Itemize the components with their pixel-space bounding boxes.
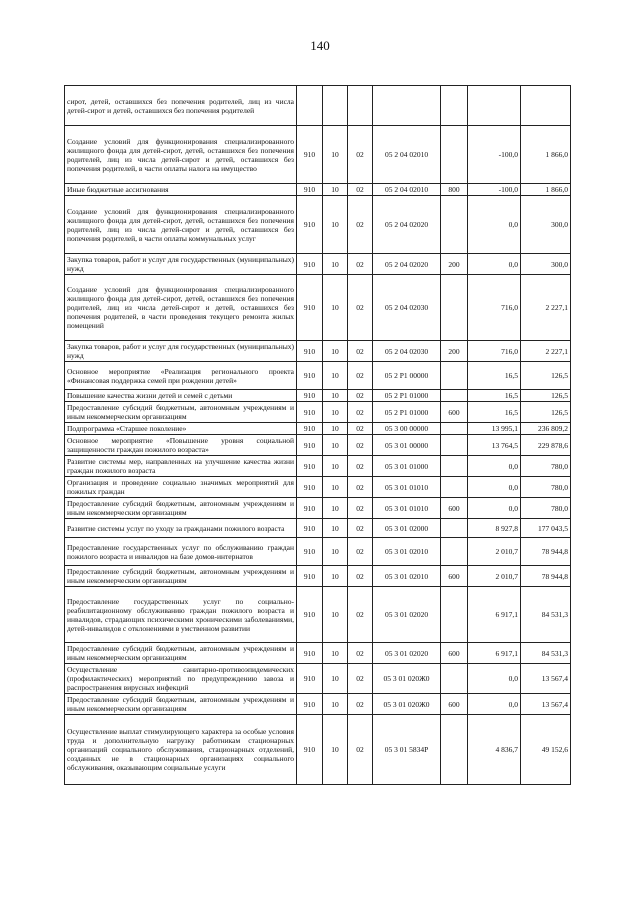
section-code-cell: 10 <box>323 664 348 694</box>
section-code-cell: 10 <box>323 362 348 390</box>
amount-total-cell: 300,0 <box>521 254 571 275</box>
table-row <box>65 538 571 566</box>
amount-change-cell: 716,0 <box>468 341 521 362</box>
row-name-cell: Организация и проведение социально значимых мероприятий для пожилых граждан <box>65 477 297 498</box>
target-article-cell: 05 2 04 02030 <box>373 275 441 341</box>
table-row <box>65 435 571 456</box>
amount-change-cell: 13 764,5 <box>468 435 521 456</box>
row-name-cell: Осуществление санитарно-противоэпидемических (профилактических) мероприятий по предупреждению завоза и распространения вирусных инфекций <box>65 664 297 694</box>
amount-total-cell <box>521 86 571 126</box>
amount-change-cell: 0,0 <box>468 456 521 477</box>
table-row <box>65 341 571 362</box>
row-name-cell: Предоставление субсидий бюджетным, автономным учреждениям и иным некоммерческим организациям <box>65 643 297 664</box>
target-article-cell: 05 3 00 00000 <box>373 423 441 435</box>
table-row <box>65 390 571 402</box>
table-row <box>65 196 571 254</box>
expense-type-cell <box>441 715 468 785</box>
row-name-cell: Осуществление выплат стимулирующего характера за особые условия труда и дополнительную нагрузку работникам стационарных организаций социального обслуживания, стационарных отделений, созданных не в стационарных организациях социального обслуживания, оказывающим социальные услуги <box>65 715 297 785</box>
amount-total-cell: 300,0 <box>521 196 571 254</box>
amount-change-cell: 0,0 <box>468 498 521 519</box>
subsection-code-cell: 02 <box>348 402 373 423</box>
expense-type-cell: 600 <box>441 566 468 587</box>
section-code-cell: 10 <box>323 643 348 664</box>
subsection-code-cell: 02 <box>348 694 373 715</box>
amount-total-cell: 177 043,5 <box>521 519 571 538</box>
row-name-cell: Подпрограмма «Старшее поколение» <box>65 423 297 435</box>
expense-type-cell: 600 <box>441 694 468 715</box>
subsection-code-cell: 02 <box>348 390 373 402</box>
row-name-cell: Развитие системы услуг по уходу за гражданами пожилого возраста <box>65 519 297 538</box>
subsection-code-cell: 02 <box>348 456 373 477</box>
admin-code-cell: 910 <box>297 643 323 664</box>
admin-code-cell: 910 <box>297 664 323 694</box>
table-row <box>65 362 571 390</box>
target-article-cell: 05 2 04 02020 <box>373 196 441 254</box>
admin-code-cell: 910 <box>297 456 323 477</box>
expense-type-cell <box>441 477 468 498</box>
subsection-code-cell: 02 <box>348 477 373 498</box>
target-article-cell <box>373 86 441 126</box>
expense-type-cell: 800 <box>441 184 468 196</box>
admin-code-cell: 910 <box>297 435 323 456</box>
row-name-cell: Предоставление государственных услуг по социально-реабилитационному обслуживанию граждан пожилого возраста и инвалидов, страдающих психическими хроническими заболеваниями, детей-инвалидов с отклонениями в умственном развитии <box>65 587 297 643</box>
expense-type-cell: 600 <box>441 643 468 664</box>
admin-code-cell: 910 <box>297 275 323 341</box>
table-row <box>65 519 571 538</box>
admin-code-cell: 910 <box>297 715 323 785</box>
target-article-cell: 05 3 01 02020 <box>373 643 441 664</box>
target-article-cell: 05 2 04 02010 <box>373 184 441 196</box>
row-name-cell: Основное мероприятие «Реализация регионального проекта «Финансовая поддержка семей при рождении детей» <box>65 362 297 390</box>
amount-total-cell: 780,0 <box>521 456 571 477</box>
expense-type-cell <box>441 275 468 341</box>
target-article-cell: 05 2 04 02030 <box>373 341 441 362</box>
subsection-code-cell: 02 <box>348 435 373 456</box>
subsection-code-cell: 02 <box>348 341 373 362</box>
amount-change-cell: 0,0 <box>468 664 521 694</box>
expense-type-cell: 200 <box>441 254 468 275</box>
section-code-cell: 10 <box>323 435 348 456</box>
table-row <box>65 498 571 519</box>
table-row <box>65 715 571 785</box>
expense-type-cell <box>441 519 468 538</box>
row-name-cell: Предоставление государственных услуг по обслуживанию граждан пожилого возраста и инвалидов на базе домов-интернатов <box>65 538 297 566</box>
row-name-cell: Основное мероприятие «Повышение уровня социальной защищенности граждан пожилого возраста» <box>65 435 297 456</box>
expense-type-cell <box>441 196 468 254</box>
admin-code-cell: 910 <box>297 587 323 643</box>
row-name-cell: Развитие системы мер, направленных на улучшение качества жизни граждан пожилого возраста <box>65 456 297 477</box>
table-row <box>65 587 571 643</box>
target-article-cell: 05 2 P1 01000 <box>373 390 441 402</box>
target-article-cell: 05 3 01 5834P <box>373 715 441 785</box>
subsection-code-cell: 02 <box>348 184 373 196</box>
subsection-code-cell: 02 <box>348 196 373 254</box>
admin-code-cell: 910 <box>297 477 323 498</box>
admin-code-cell: 910 <box>297 341 323 362</box>
admin-code-cell: 910 <box>297 694 323 715</box>
target-article-cell: 05 3 01 02010 <box>373 566 441 587</box>
admin-code-cell: 910 <box>297 126 323 184</box>
amount-change-cell: 6 917,1 <box>468 587 521 643</box>
table-row <box>65 402 571 423</box>
table-row <box>65 86 571 126</box>
expense-type-cell: 600 <box>441 498 468 519</box>
table-row <box>65 664 571 694</box>
amount-total-cell: 2 227,1 <box>521 275 571 341</box>
admin-code-cell: 910 <box>297 402 323 423</box>
admin-code-cell <box>297 86 323 126</box>
amount-total-cell: 2 227,1 <box>521 341 571 362</box>
admin-code-cell: 910 <box>297 196 323 254</box>
table-row <box>65 643 571 664</box>
section-code-cell <box>323 86 348 126</box>
amount-change-cell: 16,5 <box>468 402 521 423</box>
expense-type-cell <box>441 435 468 456</box>
section-code-cell: 10 <box>323 566 348 587</box>
amount-change-cell: -100,0 <box>468 184 521 196</box>
row-name-cell: Повышение качества жизни детей и семей с детьми <box>65 390 297 402</box>
amount-change-cell: 16,5 <box>468 390 521 402</box>
target-article-cell: 05 3 01 020Ж0 <box>373 664 441 694</box>
table-row <box>65 126 571 184</box>
expense-type-cell <box>441 538 468 566</box>
table-row <box>65 477 571 498</box>
target-article-cell: 05 3 01 00000 <box>373 435 441 456</box>
amount-change-cell: 0,0 <box>468 196 521 254</box>
amount-total-cell: 1 866,0 <box>521 126 571 184</box>
table-row <box>65 184 571 196</box>
target-article-cell: 05 2 P1 00000 <box>373 362 441 390</box>
target-article-cell: 05 2 04 02010 <box>373 126 441 184</box>
amount-change-cell: 0,0 <box>468 254 521 275</box>
row-name-cell: Закупка товаров, работ и услуг для государственных (муниципальных) нужд <box>65 254 297 275</box>
amount-change-cell: 16,5 <box>468 362 521 390</box>
table-row <box>65 456 571 477</box>
target-article-cell: 05 3 01 020Ж0 <box>373 694 441 715</box>
section-code-cell: 10 <box>323 341 348 362</box>
amount-change-cell: 716,0 <box>468 275 521 341</box>
target-article-cell: 05 3 01 02000 <box>373 519 441 538</box>
target-article-cell: 05 3 01 02010 <box>373 538 441 566</box>
row-name-cell: Создание условий для функционирования специализированного жилищного фонда для детей-сирот, детей, оставшихся без попечения родителей, лиц из числа детей-сирот и детей, оставшихся без попечения родителей, в части оплаты коммунальных услуг <box>65 196 297 254</box>
budget-table <box>64 85 571 785</box>
section-code-cell: 10 <box>323 402 348 423</box>
amount-total-cell: 126,5 <box>521 402 571 423</box>
section-code-cell: 10 <box>323 184 348 196</box>
target-article-cell: 05 3 01 01000 <box>373 456 441 477</box>
amount-total-cell: 126,5 <box>521 390 571 402</box>
amount-change-cell: 13 995,1 <box>468 423 521 435</box>
subsection-code-cell: 02 <box>348 362 373 390</box>
row-name-cell: Создание условий для функционирования специализированного жилищного фонда для детей-сирот, детей, оставшихся без попечения родителей, лиц из числа детей-сирот и детей, оставшихся без попечения родителей, в части проведения текущего ремонта жилых помещений <box>65 275 297 341</box>
expense-type-cell <box>441 126 468 184</box>
target-article-cell: 05 3 01 02020 <box>373 587 441 643</box>
amount-change-cell: 6 917,1 <box>468 643 521 664</box>
table-row <box>65 694 571 715</box>
row-name-cell: Предоставление субсидий бюджетным, автономным учреждениям и иным некоммерческим организациям <box>65 694 297 715</box>
table-row <box>65 254 571 275</box>
row-name-cell: Иные бюджетные ассигнования <box>65 184 297 196</box>
amount-change-cell: 8 927,8 <box>468 519 521 538</box>
page-number: 140 <box>310 38 330 53</box>
section-code-cell: 10 <box>323 423 348 435</box>
section-code-cell: 10 <box>323 498 348 519</box>
table-row <box>65 275 571 341</box>
subsection-code-cell: 02 <box>348 538 373 566</box>
amount-change-cell: 2 010,7 <box>468 538 521 566</box>
amount-total-cell: 780,0 <box>521 498 571 519</box>
subsection-code-cell: 02 <box>348 664 373 694</box>
subsection-code-cell: 02 <box>348 423 373 435</box>
section-code-cell: 10 <box>323 254 348 275</box>
target-article-cell: 05 3 01 01010 <box>373 477 441 498</box>
subsection-code-cell: 02 <box>348 275 373 341</box>
amount-change-cell: 2 010,7 <box>468 566 521 587</box>
expense-type-cell <box>441 664 468 694</box>
target-article-cell: 05 2 P1 01000 <box>373 402 441 423</box>
table-body <box>65 86 571 785</box>
amount-total-cell: 229 878,6 <box>521 435 571 456</box>
row-name-cell: Создание условий для функционирования специализированного жилищного фонда для детей-сирот, детей, оставшихся без попечения родителей, лиц из числа детей-сирот и детей, оставшихся без попечения родителей, в части оплаты налога на имущество <box>65 126 297 184</box>
row-name-cell: Предоставление субсидий бюджетным, автономным учреждениям и иным некоммерческим организациям <box>65 566 297 587</box>
table-row <box>65 423 571 435</box>
admin-code-cell: 910 <box>297 498 323 519</box>
expense-type-cell <box>441 456 468 477</box>
amount-change-cell: -100,0 <box>468 126 521 184</box>
admin-code-cell: 910 <box>297 538 323 566</box>
expense-type-cell <box>441 587 468 643</box>
section-code-cell: 10 <box>323 519 348 538</box>
amount-total-cell: 1 866,0 <box>521 184 571 196</box>
subsection-code-cell: 02 <box>348 126 373 184</box>
subsection-code-cell <box>348 86 373 126</box>
subsection-code-cell: 02 <box>348 566 373 587</box>
section-code-cell: 10 <box>323 538 348 566</box>
admin-code-cell: 910 <box>297 390 323 402</box>
section-code-cell: 10 <box>323 715 348 785</box>
admin-code-cell: 910 <box>297 423 323 435</box>
admin-code-cell: 910 <box>297 519 323 538</box>
amount-change-cell <box>468 86 521 126</box>
table-row <box>65 566 571 587</box>
admin-code-cell: 910 <box>297 184 323 196</box>
amount-change-cell: 4 836,7 <box>468 715 521 785</box>
section-code-cell: 10 <box>323 126 348 184</box>
expense-type-cell <box>441 390 468 402</box>
section-code-cell: 10 <box>323 390 348 402</box>
expense-type-cell: 200 <box>441 341 468 362</box>
amount-total-cell: 780,0 <box>521 477 571 498</box>
amount-change-cell: 0,0 <box>468 477 521 498</box>
section-code-cell: 10 <box>323 196 348 254</box>
row-name-cell: Предоставление субсидий бюджетным, автономным учреждениям и иным некоммерческим организациям <box>65 402 297 423</box>
row-name-cell: Закупка товаров, работ и услуг для государственных (муниципальных) нужд <box>65 341 297 362</box>
subsection-code-cell: 02 <box>348 498 373 519</box>
subsection-code-cell: 02 <box>348 587 373 643</box>
admin-code-cell: 910 <box>297 566 323 587</box>
amount-total-cell: 126,5 <box>521 362 571 390</box>
section-code-cell: 10 <box>323 587 348 643</box>
amount-change-cell: 0,0 <box>468 694 521 715</box>
amount-total-cell: 84 531,3 <box>521 587 571 643</box>
amount-total-cell: 13 567,4 <box>521 664 571 694</box>
amount-total-cell: 13 567,4 <box>521 694 571 715</box>
amount-total-cell: 236 809,2 <box>521 423 571 435</box>
target-article-cell: 05 3 01 01010 <box>373 498 441 519</box>
section-code-cell: 10 <box>323 275 348 341</box>
expense-type-cell <box>441 86 468 126</box>
expense-type-cell: 600 <box>441 402 468 423</box>
section-code-cell: 10 <box>323 694 348 715</box>
amount-total-cell: 78 944,8 <box>521 566 571 587</box>
subsection-code-cell: 02 <box>348 715 373 785</box>
expense-type-cell <box>441 362 468 390</box>
amount-total-cell: 49 152,6 <box>521 715 571 785</box>
row-name-cell: Предоставление субсидий бюджетным, автономным учреждениям и иным некоммерческим организациям <box>65 498 297 519</box>
amount-total-cell: 84 531,3 <box>521 643 571 664</box>
section-code-cell: 10 <box>323 456 348 477</box>
section-code-cell: 10 <box>323 477 348 498</box>
subsection-code-cell: 02 <box>348 519 373 538</box>
subsection-code-cell: 02 <box>348 254 373 275</box>
subsection-code-cell: 02 <box>348 643 373 664</box>
admin-code-cell: 910 <box>297 254 323 275</box>
target-article-cell: 05 2 04 02020 <box>373 254 441 275</box>
row-name-cell: сирот, детей, оставшихся без попечения родителей, лиц из числа детей-сирот и детей, оставшихся без попечения родителей <box>65 86 297 126</box>
amount-total-cell: 78 944,8 <box>521 538 571 566</box>
admin-code-cell: 910 <box>297 362 323 390</box>
expense-type-cell <box>441 423 468 435</box>
